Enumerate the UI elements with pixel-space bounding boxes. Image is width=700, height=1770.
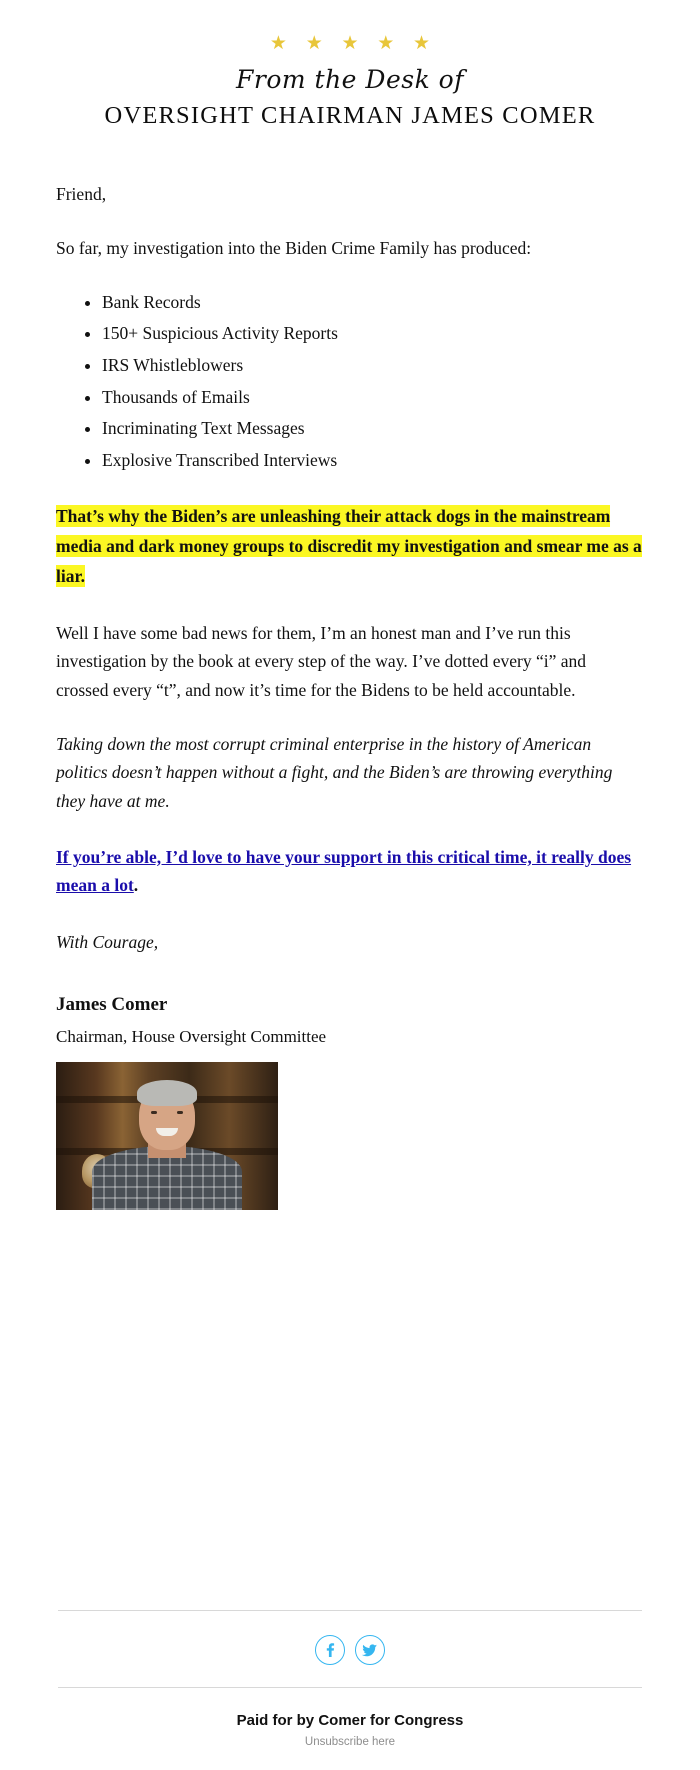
james-comer-photo [56,1062,278,1210]
letter-content [0,180,700,1210]
hair [137,1080,197,1106]
email-header [0,0,700,130]
list-item: • 150+ Suspicious Activity Reports [102,320,642,348]
signature-title: Chairman, House Oversight Committee [56,1026,327,1046]
list-item: • Explosive Transcribed Interviews [102,447,642,475]
list-item: • Incriminating Text Messages [102,415,642,443]
evidence-list [56,289,642,475]
eye-left [151,1111,157,1114]
signoff: With Courage, [56,931,159,952]
facebook-icon[interactable] [315,1635,345,1665]
highlight-text: That’s why the Biden’s are unleashing their attack dogs in the mainstream media and dark money groups to discredit my investigation and smear me as a liar. [56,505,642,586]
list-item: • IRS Whistleblowers [102,352,642,380]
portrait-figure [92,1102,242,1210]
paragraph-honest-man: Well I have some bad news for them, I’m an honest man and I’ve run this investigation by the book at every step of the way. I’ve dotted every “i” and crossed every “t”, and now it’s time for the Bidens to be held accountable. [56,622,587,700]
salutation: Friend, [56,184,107,204]
five-stars-icon: ★ ★ ★ ★ ★ [269,33,438,54]
email-footer [0,1610,700,1770]
chairman-name-line: OVERSIGHT CHAIRMAN JAMES COMER [104,102,596,129]
social-links [58,1611,642,1687]
cta-trailing-period: . [133,875,139,896]
eye-right [177,1111,183,1114]
twitter-icon[interactable] [355,1635,385,1665]
from-the-desk-of-line: From the Desk of [236,65,464,94]
intro-paragraph: So far, my investigation into the Biden Crime Family has produced: [56,238,532,259]
paid-for-disclaimer: Paid for by Comer for Congress [236,1712,464,1729]
donate-call-to-action[interactable] [56,843,642,900]
paragraph-italic-fight: Taking down the most corrupt criminal enterprise in the history of American politics doesn’t happen without a fight, and the Biden’s are throwing everything they have at me. [56,733,613,811]
support-link[interactable]: If you’re able, I’d love to have your support in this critical time, it really does mean a lot [56,846,632,896]
signature-name: James Comer [56,993,168,1015]
highlighted-paragraph [56,501,642,591]
list-item: • Thousands of Emails [102,384,642,412]
unsubscribe-link[interactable]: Unsubscribe here [304,1736,396,1748]
list-item: • Bank Records [102,289,642,317]
